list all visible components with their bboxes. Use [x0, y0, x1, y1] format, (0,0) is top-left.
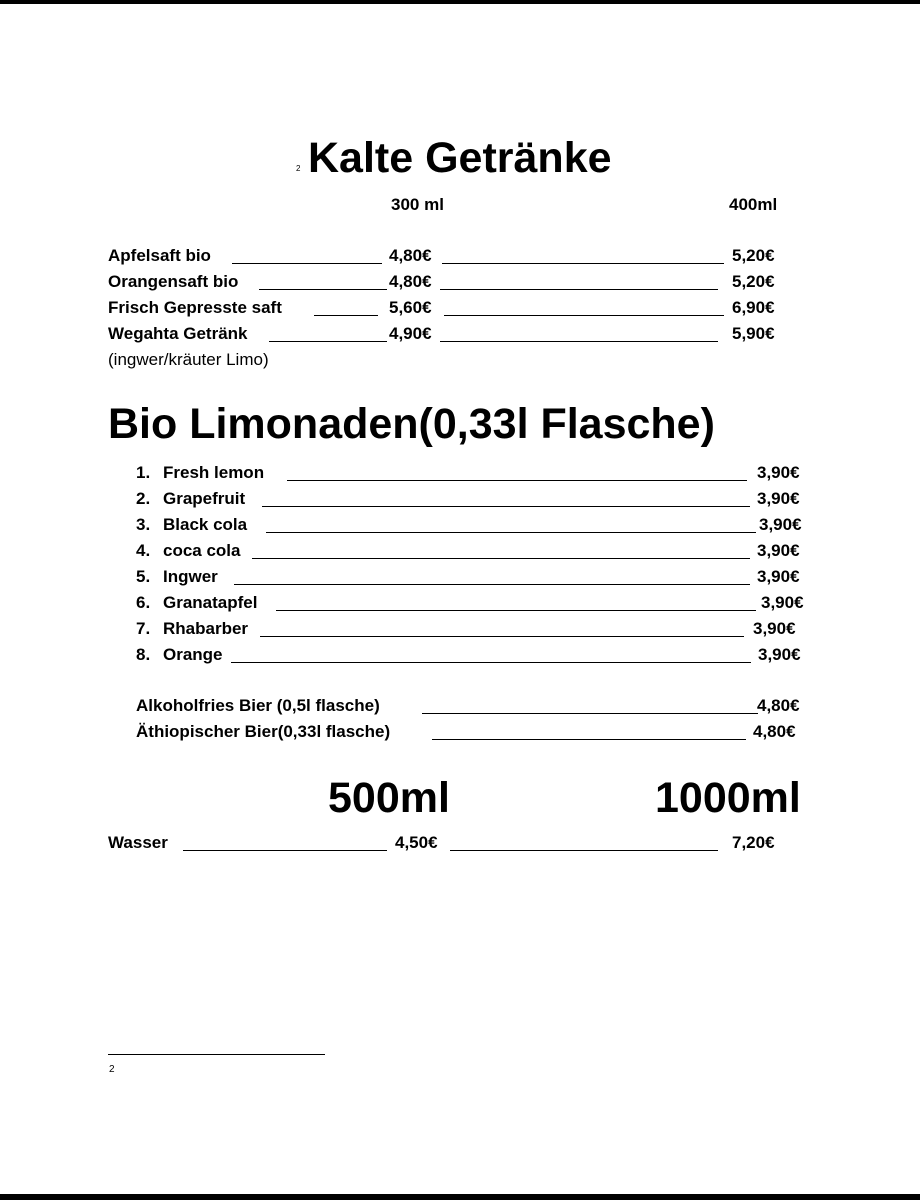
item-name: Wasser	[108, 833, 168, 852]
item-price: 3,90€	[757, 567, 800, 586]
item-number: 7.	[136, 619, 151, 638]
leader-line	[259, 289, 387, 290]
leader-line	[234, 584, 750, 585]
item-name: Orange	[163, 645, 223, 664]
price-400ml: 6,90€	[732, 298, 775, 317]
item-number: 6.	[136, 593, 151, 612]
item-name: Rhabarber	[163, 619, 249, 638]
price-500ml: 4,50€	[395, 833, 438, 852]
item-price: 4,80€	[757, 696, 800, 715]
leader-line	[260, 636, 744, 637]
item-price: 3,90€	[758, 645, 801, 664]
leader-line	[269, 341, 387, 342]
footnote-ref: 2	[296, 164, 301, 173]
leader-line	[231, 662, 751, 663]
item-name: Grapefruit	[163, 489, 246, 508]
item-number: 5.	[136, 567, 151, 586]
item-name: Granatapfel	[163, 593, 258, 612]
column-header-400ml: 400ml	[729, 195, 778, 214]
item-name: coca cola	[163, 541, 241, 560]
leader-line	[450, 850, 718, 851]
item-name: Orangensaft bio	[108, 272, 239, 291]
item-name: Frisch Gepresste saft	[108, 298, 282, 317]
footnote-number: 2	[109, 1064, 115, 1075]
leader-line	[442, 263, 724, 264]
leader-line	[314, 315, 378, 316]
price-400ml: 5,90€	[732, 324, 775, 343]
item-price: 3,90€	[757, 489, 800, 508]
list-item	[0, 645, 920, 669]
list-item	[0, 696, 920, 720]
item-name: Ingwer	[163, 567, 218, 586]
menu-row	[0, 246, 920, 270]
section-title-bio-lemonades: Bio Limonaden(0,33l Flasche)	[108, 400, 715, 448]
leader-line	[183, 850, 387, 851]
list-item	[0, 463, 920, 487]
item-name: Apfelsaft bio	[108, 246, 211, 265]
top-border	[0, 0, 920, 4]
item-name: Black cola	[163, 515, 248, 534]
menu-row	[0, 298, 920, 322]
item-note: (ingwer/kräuter Limo)	[108, 350, 269, 369]
size-header-1000ml: 1000ml	[655, 774, 801, 822]
leader-line	[252, 558, 750, 559]
list-item	[0, 489, 920, 513]
item-price: 3,90€	[757, 541, 800, 560]
leader-line	[444, 315, 724, 316]
leader-line	[287, 480, 747, 481]
item-price: 3,90€	[759, 515, 802, 534]
leader-line	[440, 289, 718, 290]
item-price: 4,80€	[753, 722, 796, 741]
list-item	[0, 541, 920, 565]
price-300ml: 4,90€	[389, 324, 432, 343]
list-item	[0, 593, 920, 617]
menu-row	[0, 324, 920, 348]
item-number: 3.	[136, 515, 151, 534]
leader-line	[266, 532, 756, 533]
menu-row	[0, 833, 920, 857]
item-name: Alkoholfries Bier (0,5l flasche)	[136, 696, 380, 715]
leader-line	[422, 713, 758, 714]
price-400ml: 5,20€	[732, 272, 775, 291]
size-header-500ml: 500ml	[328, 774, 450, 822]
item-number: 1.	[136, 463, 151, 482]
item-number: 4.	[136, 541, 151, 560]
item-number: 8.	[136, 645, 151, 664]
price-300ml: 4,80€	[389, 246, 432, 265]
leader-line	[440, 341, 718, 342]
list-item	[0, 515, 920, 539]
item-price: 3,90€	[761, 593, 804, 612]
item-name: Fresh lemon	[163, 463, 265, 482]
leader-line	[262, 506, 750, 507]
column-header-300ml: 300 ml	[391, 195, 444, 214]
leader-line	[276, 610, 756, 611]
item-number: 2.	[136, 489, 151, 508]
price-300ml: 5,60€	[389, 298, 432, 317]
item-name: Wegahta Getränk	[108, 324, 248, 343]
price-400ml: 5,20€	[732, 246, 775, 265]
list-item	[0, 567, 920, 591]
footnote-separator	[108, 1054, 325, 1055]
item-name: Äthiopischer Bier(0,33l flasche)	[136, 722, 391, 741]
item-price: 3,90€	[757, 463, 800, 482]
list-item	[0, 722, 920, 746]
price-1000ml: 7,20€	[732, 833, 775, 852]
price-300ml: 4,80€	[389, 272, 432, 291]
section-title-cold-drinks: Kalte Getränke	[308, 134, 612, 182]
list-item	[0, 619, 920, 643]
bottom-border	[0, 1194, 920, 1200]
menu-row	[0, 272, 920, 296]
leader-line	[432, 739, 746, 740]
leader-line	[232, 263, 382, 264]
item-price: 3,90€	[753, 619, 796, 638]
